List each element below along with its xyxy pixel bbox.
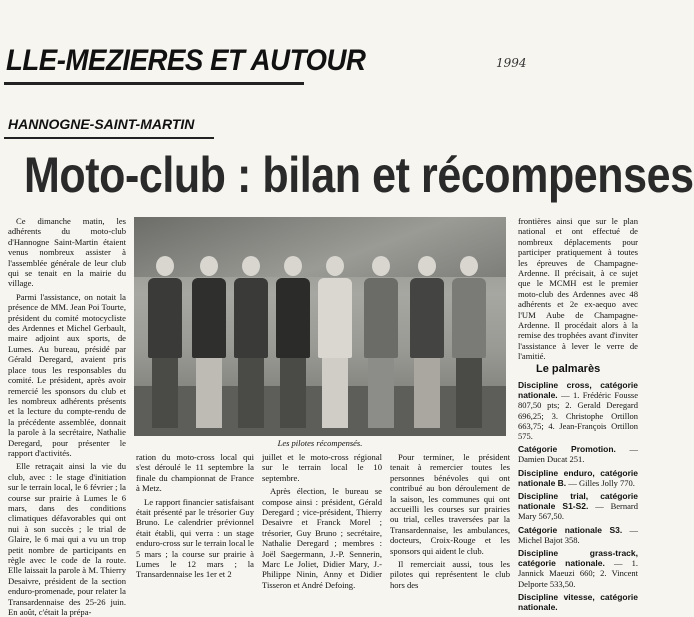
article-column-1 xyxy=(8,216,126,617)
group-photo xyxy=(134,217,506,436)
article-column-5 xyxy=(518,216,638,362)
photo-person xyxy=(276,256,310,428)
palmares-item: Discipline enduro, catégorie nationale B. — Gilles Jolly 770. xyxy=(518,467,638,488)
palmares-item: Discipline cross, catégorie nationale. — 1. Frédéric Fousse 807,50 pts; 2. Gerald Deregard 696,25; 3. Christophe Ortillon 663,75; 4. Jean-François Ortillon 575. xyxy=(518,380,638,442)
photo-person xyxy=(148,256,182,428)
section-rule xyxy=(4,82,304,85)
palmares-item: Discipline vitesse, catégorie nationale. xyxy=(518,591,638,613)
article-headline: Moto-club : bilan et récompenses xyxy=(24,147,694,203)
photo-person xyxy=(192,256,226,428)
photo-caption: Les pilotes récompensés. xyxy=(277,438,363,448)
photo-person xyxy=(234,256,268,428)
article-column-2 xyxy=(136,452,254,580)
paragraph: Le rapport financier satisfaisant était présenté par le trésorier Guy Bruno. Le calendrier prévionnel était établi, qui verra : un stage enduro-cross sur le terrain local le 5 mars ; la course sur prairie à Lumes le 12 mars ; la Transardennaise les 1er et 2 xyxy=(136,496,254,580)
photo-person xyxy=(410,256,444,428)
palmares-list xyxy=(518,380,638,613)
paragraph: Parmi l'assistance, on notait la présence de MM. Jean Poi Tourte, président du comité motocycliste des Ardennes et Michel Gerbault, maire adjoint aux sports, de Lumes. Au bureau, présidé par Gérald Deregard, avaient pris place tous les responsables du comité. Le président, après avoir remercié les sponsors du club et les nombreux adhérents présents et la lecture du compte-rendu de la précédente assemblée, donnait la parole à la secrétaire, Nathalie Deregard, pour présenter le rapport d'activités. xyxy=(8,291,126,458)
section-title: LLE-MEZIERES ET AUTOUR xyxy=(6,44,366,77)
locality-rule xyxy=(4,137,214,139)
palmares-item: Catégorie nationale S3. — Michel Bajot 358. xyxy=(518,524,638,545)
paragraph: Après élection, le bureau se compose ainsi : président, Gérald Deregard ; vice-président, Thierry Desaivre et Franck Morel ; trésorier, Guy Bruno ; secrétaire, Nathalie Deregard ; membres : Joël Saegermann, J.-P. Sennerin, Marc Le Joliet, Didier Mary, J.-Philippe Ninin, Anny et Didier Tisseron et André Defoing. xyxy=(262,486,382,590)
photo-person xyxy=(452,256,486,428)
palmares-item: Catégorie Promotion. — Damien Ducat 251. xyxy=(518,444,638,465)
palmares-item: Discipline trial, catégorie nationale S1-S2. — Bernard Mary 567,50. xyxy=(518,491,638,522)
locality-label: HANNOGNE-SAINT-MARTIN xyxy=(8,116,195,132)
paragraph: Pour terminer, le président tenait à remercier toutes les personnes bénévoles qui ont contribué au bon déroulement de la saison, les communes qui ont accueilli les courses sur prairies ou trial, celles traversées par la Transardennaise, les ambulances, docteurs, Croix-Rouge et les sponsors qui aident le club. xyxy=(390,452,510,556)
paragraph: Elle retraçait ainsi la vie du club, avec : le stage d'initiation sur le terrain local, le 6 février ; la course sur prairie à Lumes le 6 mars, dans des conditions climatiques défavorables qui ont nui à son succès ; le trial de Glaire, le 6 mai qui a vu un trop petit nombre de participants en règle avec le code de la route. Elle laissait la parole à M. Thierry Desaivre, président de la section enduro-promenade, pour relater la Transardennaise des 25-26 juin. En août, c'était la prépa- xyxy=(8,461,126,617)
handwritten-note: 1994 xyxy=(496,56,527,70)
palmares-title: Le palmarès xyxy=(536,363,601,375)
article-column-4 xyxy=(390,452,510,590)
article-column-3 xyxy=(262,452,382,590)
paragraph: juillet et le moto-cross régional sur le terrain local le 10 septembre. xyxy=(262,452,382,483)
photo-person xyxy=(318,256,352,428)
paragraph: ration du moto-cross local qui s'est déroulé le 11 septembre la finale du championnat de France à Metz. xyxy=(136,452,254,494)
photo-person xyxy=(364,256,398,428)
paragraph: frontières ainsi que sur le plan national et ont effectué de nombreux déplacements pour participer pratiquement à toutes les épreuves de Champagne-Ardenne. Il précisait, à ce sujet que le MCMH est le premier moto-club des Ardennes avec 48 adhérents et 2e ex-aequo avec l'UM Aube de Champagne-Ardenne. Il procédait alors à la remise des trophées avant d'inviter l'assistance à lever le verre de l'amitié. xyxy=(518,216,638,362)
palmares-item: Discipline grass-track, catégorie nationale. — 1. Jannick Maeuzi 660; 2. Vincent Delporte 533,50. xyxy=(518,548,638,589)
paragraph: Il remerciait aussi, tous les pilotes qui représentent le club hors des xyxy=(390,559,510,590)
paragraph: Ce dimanche matin, les adhérents du moto-club d'Hannogne Saint-Martin étaient venus nombreux assister à l'assemblée générale de leur club qui se tenait en la mairie du village. xyxy=(8,216,126,289)
